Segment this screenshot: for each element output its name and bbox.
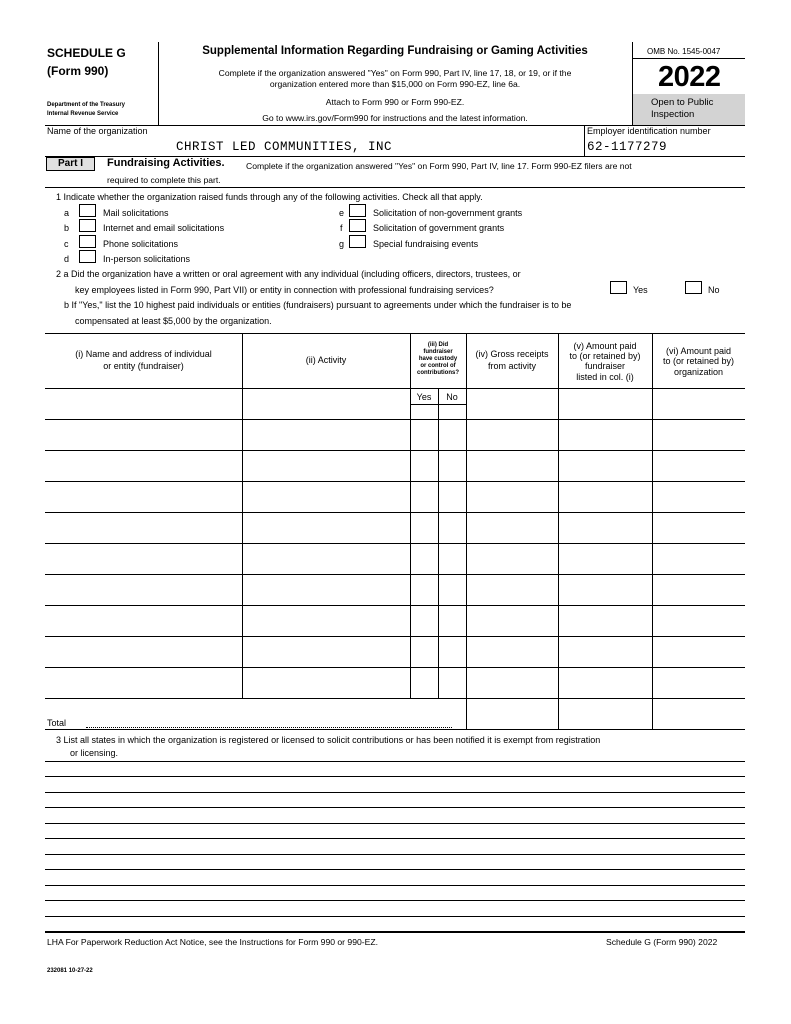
opt-e-letter: e — [339, 208, 345, 218]
mail-solicitations-checkbox[interactable] — [79, 204, 96, 217]
line2a-no-checkbox[interactable] — [685, 281, 702, 294]
part-tag — [46, 157, 95, 171]
col2-header: (ii) Activity — [305, 355, 347, 365]
opt-c-letter: c — [64, 239, 69, 249]
part-title: Fundraising Activities. — [107, 157, 225, 169]
line3-text-1: 3 List all states in which the organization is registered or licensed to solicit contributions or has been notified it is exempt from registration — [56, 735, 601, 745]
line1-text: 1 Indicate whether the organization raised funds through any of the following activities. Check all that apply. — [56, 192, 483, 202]
col4-header-line1: (iv) Gross receipts — [475, 349, 549, 359]
form-title: Supplemental Information Regarding Fundraising or Gaming Activities — [202, 45, 588, 57]
inspection-label: Inspection — [651, 109, 695, 120]
col6-header-line1: (vi) Amount paid — [665, 346, 732, 356]
opt-a-letter: a — [64, 208, 70, 218]
line2b-text-2: compensated at least $5,000 by the organization. — [75, 316, 272, 326]
opt-b-letter: b — [64, 223, 70, 233]
irs-label: Internal Revenue Service — [47, 111, 119, 117]
part-desc-line2: required to complete this part. — [107, 175, 221, 185]
line2a-text-1: 2 a Did the organization have a written or oral agreement with any individual (including officers, directors, trustees, or — [56, 269, 521, 279]
form-code: 232081 10-27-22 — [47, 968, 93, 974]
line2a-yes-checkbox[interactable] — [610, 281, 627, 294]
internet-solicitations-checkbox[interactable] — [79, 219, 96, 232]
form-number: (Form 990) — [47, 64, 109, 78]
col3-header-line5: contributions? — [417, 370, 459, 376]
tax-year: 2022 — [658, 61, 721, 93]
internet-solicitations-label: Internet and email solicitations — [103, 223, 225, 233]
gov-grants-checkbox[interactable] — [349, 219, 366, 232]
line2a-no-label: No — [708, 285, 720, 295]
table-row[interactable] — [46, 389, 242, 419]
in-person-solicitations-label: In-person solicitations — [103, 254, 191, 264]
col5-header-line3: fundraiser — [584, 361, 626, 371]
in-person-solicitations-checkbox[interactable] — [79, 250, 96, 263]
form-instructions-line2: organization entered more than $15,000 on Form 990-EZ, line 6a. — [269, 79, 521, 89]
col6-header-line3: organization — [673, 367, 724, 377]
goto-note: Go to www.irs.gov/Form990 for instructions and the latest information. — [262, 113, 528, 123]
ein-label: Employer identification number — [587, 126, 711, 136]
part-tag-label: Part I — [57, 158, 83, 169]
dept-treasury: Department of the Treasury — [47, 102, 126, 108]
col3-header-line4: or control of — [420, 363, 456, 369]
total-leader-dots — [86, 727, 452, 728]
col5-header-line2: to (or retained by) — [569, 351, 641, 361]
non-gov-grants-label: Solicitation of non-government grants — [373, 208, 523, 218]
col5-header-line1: (v) Amount paid — [573, 341, 637, 351]
col3-yes-label: Yes — [416, 392, 432, 402]
total-label: Total — [47, 718, 67, 728]
col3-header-line3: have custody — [418, 356, 458, 362]
phone-solicitations-checkbox[interactable] — [79, 235, 96, 248]
opt-f-letter: f — [340, 223, 343, 233]
org-name-value[interactable]: CHRIST LED COMMUNITIES, INC — [176, 140, 393, 154]
col3-header-line1: (iii) Did — [427, 342, 449, 348]
line2a-yes-label: Yes — [633, 285, 648, 295]
open-public-label: Open to Public — [651, 97, 714, 108]
org-name-label: Name of the organization — [47, 126, 148, 136]
omb-number: OMB No. 1545-0047 — [647, 47, 721, 56]
schedule-label: SCHEDULE G — [47, 46, 126, 60]
gov-grants-label: Solicitation of government grants — [373, 223, 505, 233]
part-desc-line1: Complete if the organization answered "Yes" on Form 990, Part IV, line 17. Form 990-EZ filers are not — [246, 161, 632, 171]
line2a-text-2: key employees listed in Form 990, Part VII) or entity in connection with professional fundraising services? — [75, 285, 494, 295]
col5-header-line4: listed in col. (i) — [576, 372, 634, 382]
col1-header-line1: (i) Name and address of individual — [75, 349, 212, 359]
lha-notice: LHA For Paperwork Reduction Act Notice, see the Instructions for Form 990 or 990-EZ. — [47, 937, 379, 947]
special-events-checkbox[interactable] — [349, 235, 366, 248]
footer-schedule-label: Schedule G (Form 990) 2022 — [606, 937, 718, 947]
col3-no-label: No — [446, 392, 458, 402]
opt-g-letter: g — [339, 239, 345, 249]
public-inspection-box — [633, 94, 745, 125]
mail-solicitations-label: Mail solicitations — [103, 208, 169, 218]
line3-text-2: or licensing. — [70, 748, 119, 758]
non-gov-grants-checkbox[interactable] — [349, 204, 366, 217]
ein-value[interactable]: 62-1177279 — [587, 140, 668, 154]
col6-header-line2: to (or retained by) — [662, 356, 735, 366]
line2b-text-1: b If "Yes," list the 10 highest paid individuals or entities (fundraisers) pursuant to agreements under which the fundraiser is to be — [64, 300, 572, 310]
attach-note: Attach to Form 990 or Form 990-EZ. — [325, 97, 465, 107]
form-instructions-line1: Complete if the organization answered "Yes" on Form 990, Part IV, line 17, 18, or 19, or if the — [218, 68, 572, 78]
col3-header-line2: fundraiser — [423, 349, 453, 355]
phone-solicitations-label: Phone solicitations — [103, 239, 179, 249]
special-events-label: Special fundraising events — [373, 239, 479, 249]
col1-header-line2: or entity (fundraiser) — [103, 361, 184, 371]
opt-d-letter: d — [64, 254, 70, 264]
col4-header-line2: from activity — [487, 361, 536, 371]
